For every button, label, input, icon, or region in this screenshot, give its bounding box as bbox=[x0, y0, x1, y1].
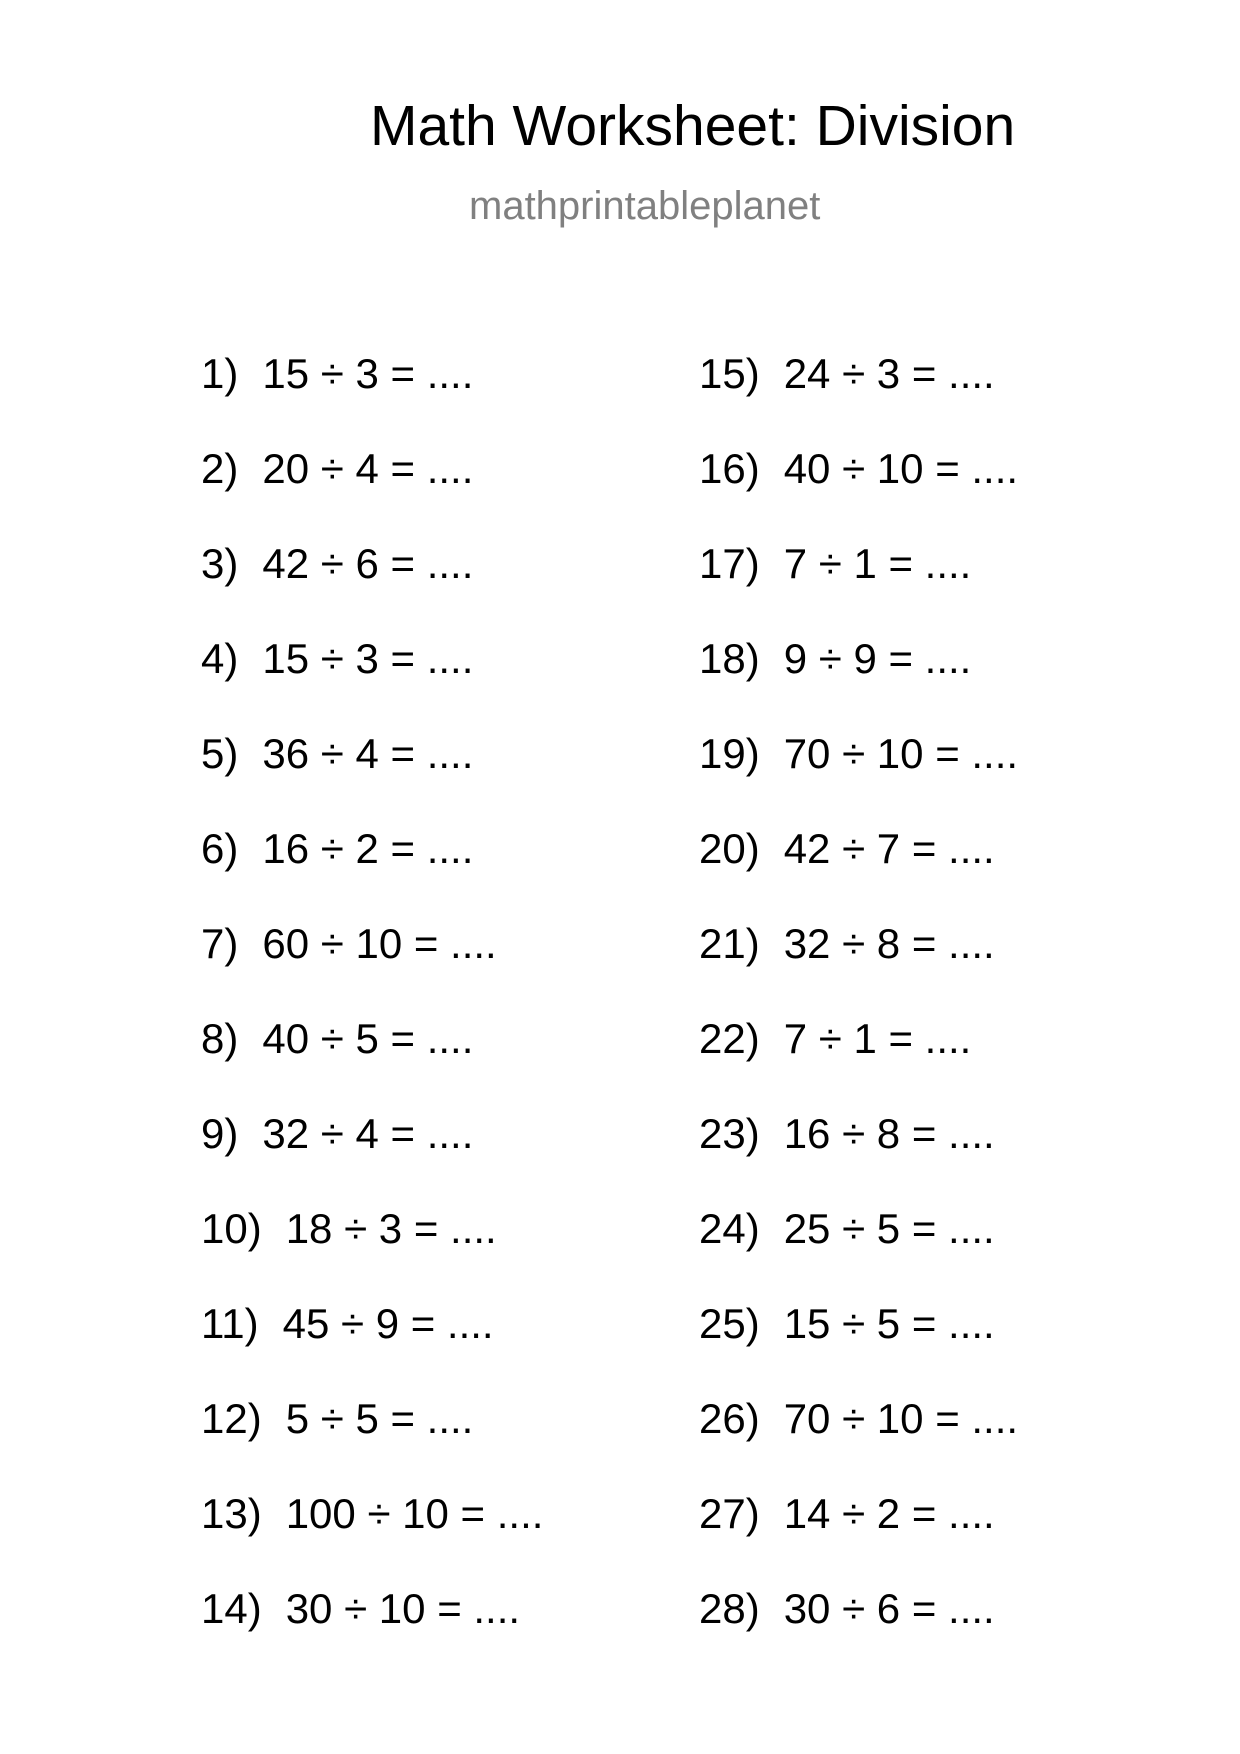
problem-expression: 100 ÷ 10 = .... bbox=[285, 1490, 544, 1537]
problem-expression: 15 ÷ 3 = .... bbox=[262, 635, 474, 682]
problem-number: 23) bbox=[699, 1110, 760, 1157]
problem-item bbox=[699, 1492, 1018, 1587]
problem-item bbox=[699, 1017, 1018, 1112]
problem-number: 15) bbox=[699, 350, 760, 397]
problem-number: 4) bbox=[201, 635, 239, 682]
problem-number: 5) bbox=[201, 730, 239, 777]
problem-expression: 18 ÷ 3 = .... bbox=[285, 1205, 497, 1252]
problem-expression: 36 ÷ 4 = .... bbox=[262, 730, 474, 777]
problem-item bbox=[699, 827, 1018, 922]
problem-expression: 16 ÷ 8 = .... bbox=[783, 1110, 995, 1157]
problem-expression: 20 ÷ 4 = .... bbox=[262, 445, 474, 492]
problem-expression: 40 ÷ 5 = .... bbox=[262, 1015, 474, 1062]
problem-column-right bbox=[699, 352, 1018, 1682]
problem-number: 16) bbox=[699, 445, 760, 492]
problem-expression: 14 ÷ 2 = .... bbox=[783, 1490, 995, 1537]
problem-item bbox=[699, 542, 1018, 637]
problem-expression: 60 ÷ 10 = .... bbox=[262, 920, 497, 967]
problem-expression: 45 ÷ 9 = .... bbox=[282, 1300, 494, 1347]
problem-number: 28) bbox=[699, 1585, 760, 1632]
problem-number: 19) bbox=[699, 730, 760, 777]
problem-number: 26) bbox=[699, 1395, 760, 1442]
problem-expression: 25 ÷ 5 = .... bbox=[783, 1205, 995, 1252]
problem-item bbox=[201, 1492, 543, 1587]
problem-item bbox=[201, 542, 543, 637]
problem-item bbox=[201, 1587, 543, 1682]
problem-number: 9) bbox=[201, 1110, 239, 1157]
problem-expression: 70 ÷ 10 = .... bbox=[783, 1395, 1019, 1442]
problem-expression: 40 ÷ 10 = .... bbox=[783, 445, 1019, 492]
problem-number: 25) bbox=[699, 1300, 760, 1347]
problem-number: 12) bbox=[201, 1395, 262, 1442]
problem-expression: 32 ÷ 4 = .... bbox=[262, 1110, 474, 1157]
problem-item bbox=[699, 637, 1018, 732]
problem-expression: 9 ÷ 9 = .... bbox=[783, 635, 972, 682]
problem-expression: 32 ÷ 8 = .... bbox=[783, 920, 995, 967]
problem-number: 14) bbox=[201, 1585, 262, 1632]
problem-expression: 30 ÷ 10 = .... bbox=[285, 1585, 521, 1632]
problem-number: 7) bbox=[201, 920, 239, 967]
problem-number: 20) bbox=[699, 825, 760, 872]
problem-item bbox=[699, 1302, 1018, 1397]
problem-item bbox=[201, 732, 543, 827]
problem-number: 22) bbox=[699, 1015, 760, 1062]
problem-item bbox=[699, 732, 1018, 827]
worksheet-title: Math Worksheet: Division bbox=[370, 94, 1016, 158]
problem-number: 18) bbox=[699, 635, 760, 682]
problem-expression: 24 ÷ 3 = .... bbox=[783, 350, 995, 397]
problem-item bbox=[201, 1017, 543, 1112]
problem-item bbox=[699, 1112, 1018, 1207]
problem-item bbox=[201, 827, 543, 922]
problem-expression: 30 ÷ 6 = .... bbox=[783, 1585, 995, 1632]
problem-number: 2) bbox=[201, 445, 239, 492]
problem-number: 17) bbox=[699, 540, 760, 587]
problem-number: 8) bbox=[201, 1015, 239, 1062]
problem-expression: 15 ÷ 3 = .... bbox=[262, 350, 474, 397]
problem-item bbox=[699, 1397, 1018, 1492]
problem-item bbox=[699, 1587, 1018, 1682]
problem-column-left bbox=[201, 352, 543, 1682]
problem-item bbox=[699, 447, 1018, 542]
problem-number: 24) bbox=[699, 1205, 760, 1252]
problem-number: 3) bbox=[201, 540, 239, 587]
problem-item bbox=[201, 1302, 543, 1397]
problem-number: 27) bbox=[699, 1490, 760, 1537]
problem-expression: 7 ÷ 1 = .... bbox=[783, 1015, 972, 1062]
problem-expression: 42 ÷ 7 = .... bbox=[783, 825, 995, 872]
problem-expression: 42 ÷ 6 = .... bbox=[262, 540, 474, 587]
problem-item bbox=[201, 1112, 543, 1207]
problem-item bbox=[201, 637, 543, 732]
problem-item bbox=[201, 1397, 543, 1492]
worksheet-subtitle: mathprintableplanet bbox=[469, 184, 821, 228]
problem-number: 6) bbox=[201, 825, 239, 872]
problem-number: 1) bbox=[201, 350, 239, 397]
problem-expression: 7 ÷ 1 = .... bbox=[783, 540, 972, 587]
problem-number: 11) bbox=[201, 1300, 259, 1347]
problem-number: 10) bbox=[201, 1205, 262, 1252]
problem-item bbox=[201, 922, 543, 1017]
problem-expression: 70 ÷ 10 = .... bbox=[783, 730, 1019, 777]
problem-item bbox=[201, 1207, 543, 1302]
problem-item bbox=[201, 352, 543, 447]
problem-number: 21) bbox=[699, 920, 760, 967]
problem-expression: 15 ÷ 5 = .... bbox=[783, 1300, 995, 1347]
problem-expression: 5 ÷ 5 = .... bbox=[285, 1395, 474, 1442]
problem-item bbox=[699, 1207, 1018, 1302]
problem-number: 13) bbox=[201, 1490, 262, 1537]
problem-item bbox=[699, 352, 1018, 447]
problem-item bbox=[699, 922, 1018, 1017]
problem-expression: 16 ÷ 2 = .... bbox=[262, 825, 474, 872]
problem-item bbox=[201, 447, 543, 542]
